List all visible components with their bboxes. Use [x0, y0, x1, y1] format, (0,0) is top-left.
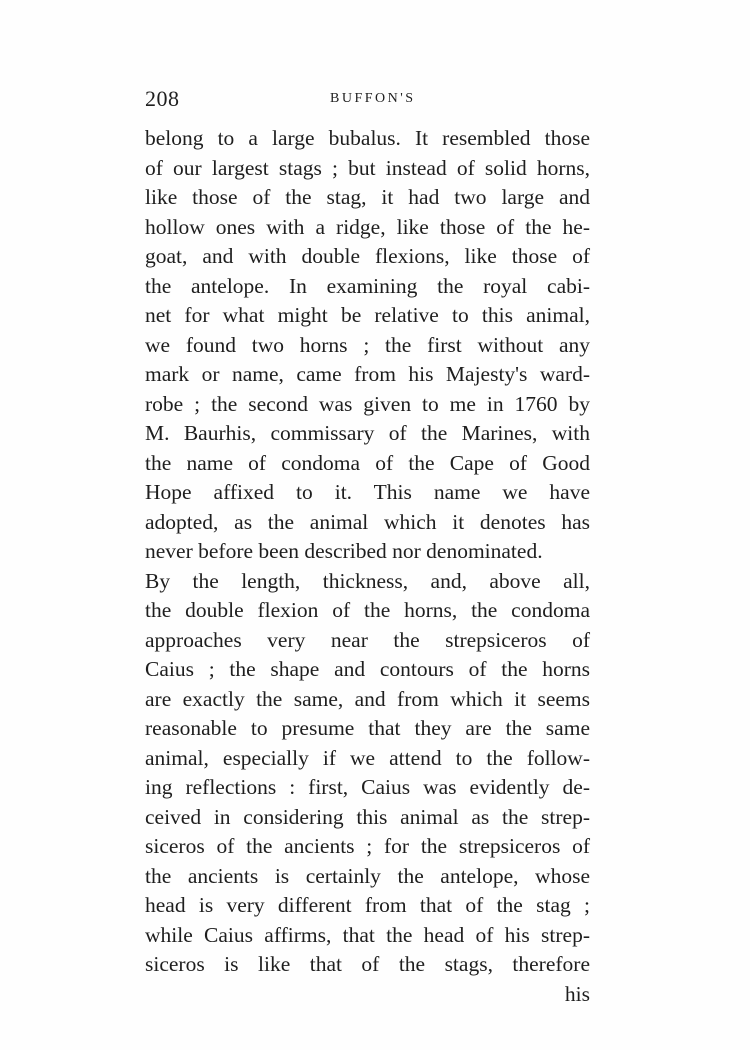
text-line: are exactly the same, and from which it seems	[145, 686, 590, 711]
paragraph-2	[145, 567, 590, 980]
running-head: BUFFON'S	[330, 91, 416, 106]
text-line: hollow ones with a ridge, like those of the he-	[145, 214, 590, 239]
text-line: the name of condoma of the Cape of Good	[145, 450, 590, 475]
text-line: head is very different from that of the stag ;	[145, 893, 590, 917]
text-line: Hope affixed to it. This name we have	[145, 480, 590, 504]
text-line: never before been described nor denominated.	[145, 539, 543, 563]
text-line: while Caius affirms, that the head of his strep-	[145, 922, 590, 947]
text-line: siceros of the ancients ; for the strepsiceros of	[145, 834, 590, 858]
text-line: goat, and with double flexions, like those of	[145, 244, 590, 268]
catchword: his	[564, 981, 590, 1006]
text-line: belong to a large bubalus. It resembled those	[145, 126, 590, 150]
page-header	[145, 86, 590, 116]
text-line: By the length, thickness, and, above all,	[145, 568, 590, 593]
text-line: ceived in considering this animal as the strep-	[145, 804, 590, 829]
text-line: the double flexion of the horns, the condoma	[145, 598, 590, 622]
text-line: reasonable to presume that they are the same	[145, 716, 590, 740]
body-text	[145, 124, 590, 1009]
text-line: Caius ; the shape and contours of the horns	[145, 657, 590, 681]
text-line: like those of the stag, it had two large and	[145, 185, 590, 209]
text-line: ing reflections : first, Caius was evidently de-	[145, 775, 590, 799]
paragraph-1	[145, 124, 590, 567]
text-line: adopted, as the animal which it denotes has	[145, 509, 590, 534]
text-line: the ancients is certainly the antelope, whose	[145, 863, 590, 888]
text-line: robe ; the second was given to me in 1760 by	[145, 391, 590, 416]
text-line: we found two horns ; the first without any	[145, 332, 590, 357]
text-line: siceros is like that of the stags, therefore	[145, 952, 590, 976]
text-line: net for what might be relative to this animal,	[145, 303, 590, 327]
text-line: animal, especially if we attend to the follow-	[145, 745, 590, 770]
text-line: approaches very near the strepsiceros of	[145, 627, 590, 652]
text-line: the antelope. In examining the royal cabi-	[145, 273, 590, 298]
text-line: M. Baurhis, commissary of the Marines, with	[145, 421, 590, 445]
text-line: mark or name, came from his Majesty's ward-	[145, 362, 590, 386]
text-line: of our largest stags ; but instead of solid horns,	[145, 155, 590, 180]
page-number: 208	[145, 86, 180, 111]
